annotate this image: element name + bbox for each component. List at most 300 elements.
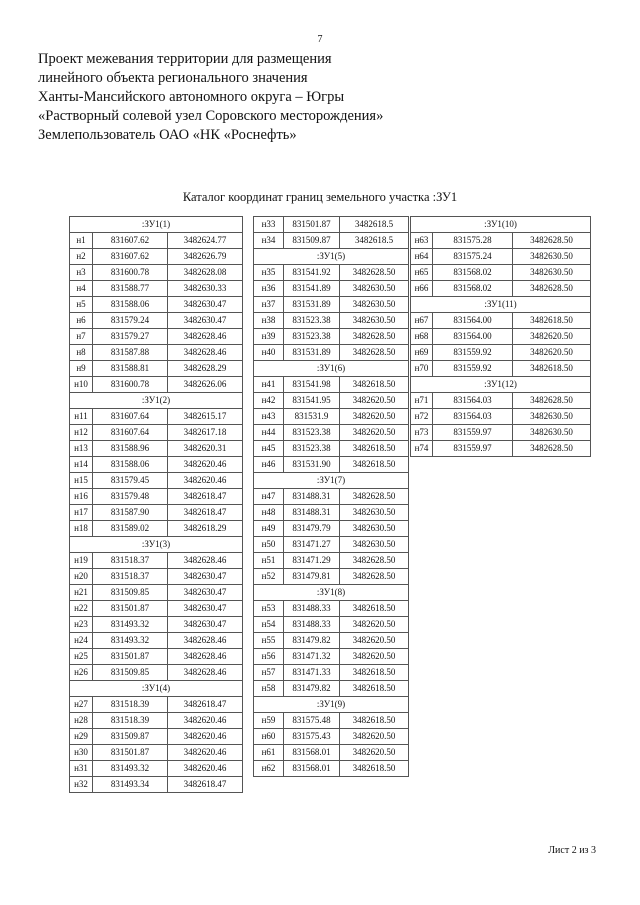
table-row bbox=[70, 457, 243, 473]
table-row bbox=[70, 761, 243, 777]
point-id: н12 bbox=[70, 425, 93, 441]
x-coordinate: 831518.39 bbox=[93, 713, 168, 729]
point-id: н62 bbox=[254, 761, 284, 777]
table-row bbox=[411, 345, 591, 361]
table-row bbox=[254, 633, 409, 649]
y-coordinate: 3482618.47 bbox=[168, 697, 243, 713]
y-coordinate: 3482628.50 bbox=[340, 553, 409, 569]
table-row bbox=[254, 505, 409, 521]
point-id: н61 bbox=[254, 745, 284, 761]
table-row bbox=[411, 265, 591, 281]
point-id: н45 bbox=[254, 441, 284, 457]
section-label: :ЗУ1(10) bbox=[411, 217, 591, 233]
section-header-row bbox=[70, 217, 243, 233]
y-coordinate: 3482620.46 bbox=[168, 713, 243, 729]
point-id: н5 bbox=[70, 297, 93, 313]
x-coordinate: 831587.90 bbox=[93, 505, 168, 521]
x-coordinate: 831588.96 bbox=[93, 441, 168, 457]
point-id: н47 bbox=[254, 489, 284, 505]
x-coordinate: 831493.34 bbox=[93, 777, 168, 793]
table-row bbox=[254, 345, 409, 361]
header-line: Ханты-Мансийского автономного округа – Югры bbox=[38, 89, 345, 105]
table-row bbox=[254, 665, 409, 681]
y-coordinate: 3482630.33 bbox=[168, 281, 243, 297]
point-id: н15 bbox=[70, 473, 93, 489]
point-id: н42 bbox=[254, 393, 284, 409]
table-row bbox=[411, 425, 591, 441]
table-row bbox=[70, 633, 243, 649]
y-coordinate: 3482628.50 bbox=[513, 233, 591, 249]
table-row bbox=[70, 601, 243, 617]
y-coordinate: 3482628.50 bbox=[340, 265, 409, 281]
y-coordinate: 3482618.47 bbox=[168, 777, 243, 793]
x-coordinate: 831531.89 bbox=[284, 297, 340, 313]
point-id: н6 bbox=[70, 313, 93, 329]
point-id: н53 bbox=[254, 601, 284, 617]
section-label: :ЗУ1(11) bbox=[411, 297, 591, 313]
table-row bbox=[70, 585, 243, 601]
point-id: н71 bbox=[411, 393, 433, 409]
x-coordinate: 831501.87 bbox=[284, 217, 340, 233]
point-id: н38 bbox=[254, 313, 284, 329]
x-coordinate: 831588.06 bbox=[93, 297, 168, 313]
y-coordinate: 3482618.50 bbox=[340, 665, 409, 681]
table-row bbox=[70, 569, 243, 585]
table-row bbox=[70, 745, 243, 761]
y-coordinate: 3482628.50 bbox=[340, 345, 409, 361]
point-id: н31 bbox=[70, 761, 93, 777]
point-id: н69 bbox=[411, 345, 433, 361]
table-row bbox=[254, 393, 409, 409]
y-coordinate: 3482630.50 bbox=[340, 521, 409, 537]
point-id: н1 bbox=[70, 233, 93, 249]
x-coordinate: 831509.85 bbox=[93, 665, 168, 681]
point-id: н48 bbox=[254, 505, 284, 521]
table-row bbox=[254, 569, 409, 585]
x-coordinate: 831493.32 bbox=[93, 761, 168, 777]
sheet-number: Лист 2 из 3 bbox=[548, 845, 596, 856]
coordinates-table-left bbox=[69, 216, 243, 793]
point-id: н9 bbox=[70, 361, 93, 377]
x-coordinate: 831518.39 bbox=[93, 697, 168, 713]
point-id: н34 bbox=[254, 233, 284, 249]
section-header-row bbox=[411, 297, 591, 313]
section-label: :ЗУ1(6) bbox=[254, 361, 409, 377]
table-row bbox=[254, 713, 409, 729]
y-coordinate: 3482626.06 bbox=[168, 377, 243, 393]
y-coordinate: 3482618.5 bbox=[340, 217, 409, 233]
y-coordinate: 3482618.50 bbox=[340, 441, 409, 457]
table-row bbox=[254, 457, 409, 473]
point-id: н17 bbox=[70, 505, 93, 521]
table-row bbox=[254, 601, 409, 617]
x-coordinate: 831523.38 bbox=[284, 441, 340, 457]
coordinates-table-middle bbox=[253, 216, 409, 777]
table-row bbox=[254, 729, 409, 745]
point-id: н23 bbox=[70, 617, 93, 633]
x-coordinate: 831509.87 bbox=[284, 233, 340, 249]
point-id: н8 bbox=[70, 345, 93, 361]
table-row bbox=[70, 649, 243, 665]
coordinates-table-right bbox=[410, 216, 591, 457]
x-coordinate: 831471.32 bbox=[284, 649, 340, 665]
header-line: линейного объекта регионального значения bbox=[38, 70, 308, 86]
header-line: «Растворный солевой узел Соровского месторождения» bbox=[38, 108, 384, 124]
table-row bbox=[411, 361, 591, 377]
x-coordinate: 831523.38 bbox=[284, 313, 340, 329]
y-coordinate: 3482618.50 bbox=[513, 361, 591, 377]
y-coordinate: 3482630.50 bbox=[513, 265, 591, 281]
x-coordinate: 831541.89 bbox=[284, 281, 340, 297]
y-coordinate: 3482615.17 bbox=[168, 409, 243, 425]
x-coordinate: 831588.81 bbox=[93, 361, 168, 377]
table-row bbox=[70, 729, 243, 745]
x-coordinate: 831575.43 bbox=[284, 729, 340, 745]
point-id: н67 bbox=[411, 313, 433, 329]
y-coordinate: 3482620.46 bbox=[168, 473, 243, 489]
section-header-row bbox=[70, 393, 243, 409]
point-id: н40 bbox=[254, 345, 284, 361]
point-id: н32 bbox=[70, 777, 93, 793]
x-coordinate: 831501.87 bbox=[93, 745, 168, 761]
x-coordinate: 831588.77 bbox=[93, 281, 168, 297]
y-coordinate: 3482630.50 bbox=[340, 313, 409, 329]
y-coordinate: 3482618.50 bbox=[340, 377, 409, 393]
y-coordinate: 3482630.50 bbox=[513, 425, 591, 441]
table-row bbox=[411, 441, 591, 457]
point-id: н52 bbox=[254, 569, 284, 585]
x-coordinate: 831568.02 bbox=[433, 281, 513, 297]
table-row bbox=[254, 553, 409, 569]
point-id: н22 bbox=[70, 601, 93, 617]
section-header-row bbox=[254, 697, 409, 713]
table-row bbox=[70, 377, 243, 393]
table-row bbox=[70, 281, 243, 297]
point-id: н36 bbox=[254, 281, 284, 297]
y-coordinate: 3482620.50 bbox=[340, 409, 409, 425]
point-id: н30 bbox=[70, 745, 93, 761]
section-label: :ЗУ1(4) bbox=[70, 681, 243, 697]
x-coordinate: 831559.92 bbox=[433, 361, 513, 377]
point-id: н56 bbox=[254, 649, 284, 665]
y-coordinate: 3482630.50 bbox=[513, 249, 591, 265]
table-row bbox=[411, 393, 591, 409]
y-coordinate: 3482618.47 bbox=[168, 489, 243, 505]
x-coordinate: 831501.87 bbox=[93, 601, 168, 617]
y-coordinate: 3482630.50 bbox=[340, 537, 409, 553]
x-coordinate: 831479.79 bbox=[284, 521, 340, 537]
x-coordinate: 831488.33 bbox=[284, 601, 340, 617]
y-coordinate: 3482618.29 bbox=[168, 521, 243, 537]
point-id: н65 bbox=[411, 265, 433, 281]
point-id: н39 bbox=[254, 329, 284, 345]
x-coordinate: 831579.24 bbox=[93, 313, 168, 329]
section-header-row bbox=[70, 681, 243, 697]
point-id: н10 bbox=[70, 377, 93, 393]
page-number: 7 bbox=[317, 34, 323, 45]
table-row bbox=[411, 313, 591, 329]
table-row bbox=[254, 681, 409, 697]
table-row bbox=[254, 409, 409, 425]
table-row bbox=[411, 249, 591, 265]
table-row bbox=[254, 425, 409, 441]
point-id: н33 bbox=[254, 217, 284, 233]
x-coordinate: 831523.38 bbox=[284, 425, 340, 441]
table-row bbox=[254, 745, 409, 761]
x-coordinate: 831471.29 bbox=[284, 553, 340, 569]
y-coordinate: 3482630.47 bbox=[168, 601, 243, 617]
x-coordinate: 831607.62 bbox=[93, 249, 168, 265]
x-coordinate: 831471.33 bbox=[284, 665, 340, 681]
x-coordinate: 831559.92 bbox=[433, 345, 513, 361]
x-coordinate: 831568.02 bbox=[433, 265, 513, 281]
x-coordinate: 831479.81 bbox=[284, 569, 340, 585]
table-row bbox=[254, 265, 409, 281]
y-coordinate: 3482628.50 bbox=[513, 393, 591, 409]
x-coordinate: 831471.27 bbox=[284, 537, 340, 553]
table-row bbox=[70, 329, 243, 345]
y-coordinate: 3482630.47 bbox=[168, 569, 243, 585]
y-coordinate: 3482618.50 bbox=[513, 313, 591, 329]
x-coordinate: 831587.88 bbox=[93, 345, 168, 361]
y-coordinate: 3482618.47 bbox=[168, 505, 243, 521]
x-coordinate: 831518.37 bbox=[93, 569, 168, 585]
x-coordinate: 831564.00 bbox=[433, 313, 513, 329]
point-id: н59 bbox=[254, 713, 284, 729]
x-coordinate: 831488.31 bbox=[284, 505, 340, 521]
y-coordinate: 3482628.50 bbox=[513, 441, 591, 457]
x-coordinate: 831559.97 bbox=[433, 425, 513, 441]
table-row bbox=[70, 777, 243, 793]
y-coordinate: 3482620.50 bbox=[340, 617, 409, 633]
point-id: н3 bbox=[70, 265, 93, 281]
y-coordinate: 3482620.50 bbox=[340, 393, 409, 409]
point-id: н25 bbox=[70, 649, 93, 665]
table-row bbox=[411, 233, 591, 249]
x-coordinate: 831564.03 bbox=[433, 409, 513, 425]
point-id: н18 bbox=[70, 521, 93, 537]
point-id: н74 bbox=[411, 441, 433, 457]
table-row bbox=[254, 313, 409, 329]
x-coordinate: 831488.33 bbox=[284, 617, 340, 633]
x-coordinate: 831531.90 bbox=[284, 457, 340, 473]
x-coordinate: 831564.00 bbox=[433, 329, 513, 345]
table-row bbox=[254, 281, 409, 297]
point-id: н20 bbox=[70, 569, 93, 585]
y-coordinate: 3482628.46 bbox=[168, 633, 243, 649]
point-id: н19 bbox=[70, 553, 93, 569]
y-coordinate: 3482630.47 bbox=[168, 617, 243, 633]
table-row bbox=[70, 521, 243, 537]
point-id: н72 bbox=[411, 409, 433, 425]
document-header bbox=[38, 50, 383, 145]
point-id: н60 bbox=[254, 729, 284, 745]
table-row bbox=[411, 409, 591, 425]
y-coordinate: 3482628.46 bbox=[168, 345, 243, 361]
table-row bbox=[70, 297, 243, 313]
y-coordinate: 3482620.50 bbox=[340, 729, 409, 745]
x-coordinate: 831579.45 bbox=[93, 473, 168, 489]
section-label: :ЗУ1(12) bbox=[411, 377, 591, 393]
y-coordinate: 3482620.31 bbox=[168, 441, 243, 457]
y-coordinate: 3482620.50 bbox=[340, 633, 409, 649]
point-id: н11 bbox=[70, 409, 93, 425]
table-row bbox=[70, 313, 243, 329]
x-coordinate: 831509.85 bbox=[93, 585, 168, 601]
y-coordinate: 3482620.46 bbox=[168, 457, 243, 473]
table-row bbox=[254, 377, 409, 393]
y-coordinate: 3482620.50 bbox=[340, 649, 409, 665]
point-id: н13 bbox=[70, 441, 93, 457]
x-coordinate: 831575.28 bbox=[433, 233, 513, 249]
section-header-row bbox=[70, 537, 243, 553]
x-coordinate: 831575.48 bbox=[284, 713, 340, 729]
point-id: н55 bbox=[254, 633, 284, 649]
x-coordinate: 831518.37 bbox=[93, 553, 168, 569]
table-row bbox=[70, 425, 243, 441]
section-label: :ЗУ1(7) bbox=[254, 473, 409, 489]
y-coordinate: 3482620.46 bbox=[168, 729, 243, 745]
y-coordinate: 3482628.50 bbox=[340, 329, 409, 345]
table-row bbox=[254, 329, 409, 345]
y-coordinate: 3482620.46 bbox=[168, 745, 243, 761]
table-row bbox=[70, 665, 243, 681]
point-id: н54 bbox=[254, 617, 284, 633]
point-id: н2 bbox=[70, 249, 93, 265]
y-coordinate: 3482628.29 bbox=[168, 361, 243, 377]
table-row bbox=[70, 505, 243, 521]
point-id: н27 bbox=[70, 697, 93, 713]
x-coordinate: 831493.32 bbox=[93, 617, 168, 633]
x-coordinate: 831523.38 bbox=[284, 329, 340, 345]
point-id: н49 bbox=[254, 521, 284, 537]
section-label: :ЗУ1(3) bbox=[70, 537, 243, 553]
y-coordinate: 3482620.50 bbox=[340, 425, 409, 441]
section-label: :ЗУ1(8) bbox=[254, 585, 409, 601]
table-row bbox=[254, 217, 409, 233]
table-row bbox=[70, 553, 243, 569]
y-coordinate: 3482626.79 bbox=[168, 249, 243, 265]
section-header-row bbox=[254, 361, 409, 377]
point-id: н68 bbox=[411, 329, 433, 345]
x-coordinate: 831600.78 bbox=[93, 265, 168, 281]
x-coordinate: 831607.64 bbox=[93, 425, 168, 441]
y-coordinate: 3482620.46 bbox=[168, 761, 243, 777]
section-header-row bbox=[254, 585, 409, 601]
section-header-row bbox=[254, 249, 409, 265]
y-coordinate: 3482630.50 bbox=[340, 281, 409, 297]
header-line: Землепользователь ОАО «НК «Роснефть» bbox=[38, 127, 297, 143]
y-coordinate: 3482618.50 bbox=[340, 681, 409, 697]
y-coordinate: 3482628.46 bbox=[168, 649, 243, 665]
section-header-row bbox=[411, 217, 591, 233]
y-coordinate: 3482618.50 bbox=[340, 713, 409, 729]
y-coordinate: 3482628.50 bbox=[340, 489, 409, 505]
point-id: н14 bbox=[70, 457, 93, 473]
x-coordinate: 831541.92 bbox=[284, 265, 340, 281]
x-coordinate: 831579.48 bbox=[93, 489, 168, 505]
x-coordinate: 831575.24 bbox=[433, 249, 513, 265]
y-coordinate: 3482618.5 bbox=[340, 233, 409, 249]
point-id: н16 bbox=[70, 489, 93, 505]
y-coordinate: 3482617.18 bbox=[168, 425, 243, 441]
y-coordinate: 3482628.50 bbox=[513, 281, 591, 297]
y-coordinate: 3482630.50 bbox=[340, 297, 409, 313]
point-id: н4 bbox=[70, 281, 93, 297]
y-coordinate: 3482618.50 bbox=[340, 601, 409, 617]
section-label: :ЗУ1(9) bbox=[254, 697, 409, 713]
x-coordinate: 831607.64 bbox=[93, 409, 168, 425]
point-id: н66 bbox=[411, 281, 433, 297]
table-row bbox=[70, 233, 243, 249]
point-id: н64 bbox=[411, 249, 433, 265]
table-row bbox=[70, 265, 243, 281]
table-row bbox=[70, 441, 243, 457]
table-row bbox=[254, 649, 409, 665]
point-id: н21 bbox=[70, 585, 93, 601]
y-coordinate: 3482630.47 bbox=[168, 585, 243, 601]
table-row bbox=[411, 329, 591, 345]
y-coordinate: 3482628.46 bbox=[168, 553, 243, 569]
point-id: н46 bbox=[254, 457, 284, 473]
x-coordinate: 831600.78 bbox=[93, 377, 168, 393]
y-coordinate: 3482628.46 bbox=[168, 329, 243, 345]
x-coordinate: 831559.97 bbox=[433, 441, 513, 457]
section-header-row bbox=[254, 473, 409, 489]
point-id: н7 bbox=[70, 329, 93, 345]
section-label: :ЗУ1(5) bbox=[254, 249, 409, 265]
point-id: н50 bbox=[254, 537, 284, 553]
table-row bbox=[70, 473, 243, 489]
section-header-row bbox=[411, 377, 591, 393]
point-id: н51 bbox=[254, 553, 284, 569]
y-coordinate: 3482630.50 bbox=[340, 505, 409, 521]
x-coordinate: 831579.27 bbox=[93, 329, 168, 345]
x-coordinate: 831509.87 bbox=[93, 729, 168, 745]
table-row bbox=[254, 537, 409, 553]
section-label: :ЗУ1(2) bbox=[70, 393, 243, 409]
y-coordinate: 3482628.46 bbox=[168, 665, 243, 681]
x-coordinate: 831568.01 bbox=[284, 761, 340, 777]
table-row bbox=[70, 345, 243, 361]
section-label: :ЗУ1(1) bbox=[70, 217, 243, 233]
y-coordinate: 3482618.50 bbox=[340, 761, 409, 777]
y-coordinate: 3482620.50 bbox=[513, 329, 591, 345]
y-coordinate: 3482628.08 bbox=[168, 265, 243, 281]
table-row bbox=[70, 489, 243, 505]
table-row bbox=[254, 617, 409, 633]
x-coordinate: 831568.01 bbox=[284, 745, 340, 761]
table-caption: Каталог координат границ земельного участка :ЗУ1 bbox=[182, 190, 458, 204]
table-row bbox=[70, 713, 243, 729]
table-row bbox=[254, 489, 409, 505]
x-coordinate: 831493.32 bbox=[93, 633, 168, 649]
y-coordinate: 3482618.50 bbox=[340, 457, 409, 473]
table-row bbox=[254, 441, 409, 457]
x-coordinate: 831531.89 bbox=[284, 345, 340, 361]
table-row bbox=[70, 409, 243, 425]
y-coordinate: 3482630.50 bbox=[513, 409, 591, 425]
y-coordinate: 3482630.47 bbox=[168, 297, 243, 313]
x-coordinate: 831564.03 bbox=[433, 393, 513, 409]
x-coordinate: 831531.9 bbox=[284, 409, 340, 425]
y-coordinate: 3482620.50 bbox=[340, 745, 409, 761]
point-id: н43 bbox=[254, 409, 284, 425]
x-coordinate: 831588.06 bbox=[93, 457, 168, 473]
x-coordinate: 831488.31 bbox=[284, 489, 340, 505]
table-row bbox=[254, 233, 409, 249]
point-id: н63 bbox=[411, 233, 433, 249]
